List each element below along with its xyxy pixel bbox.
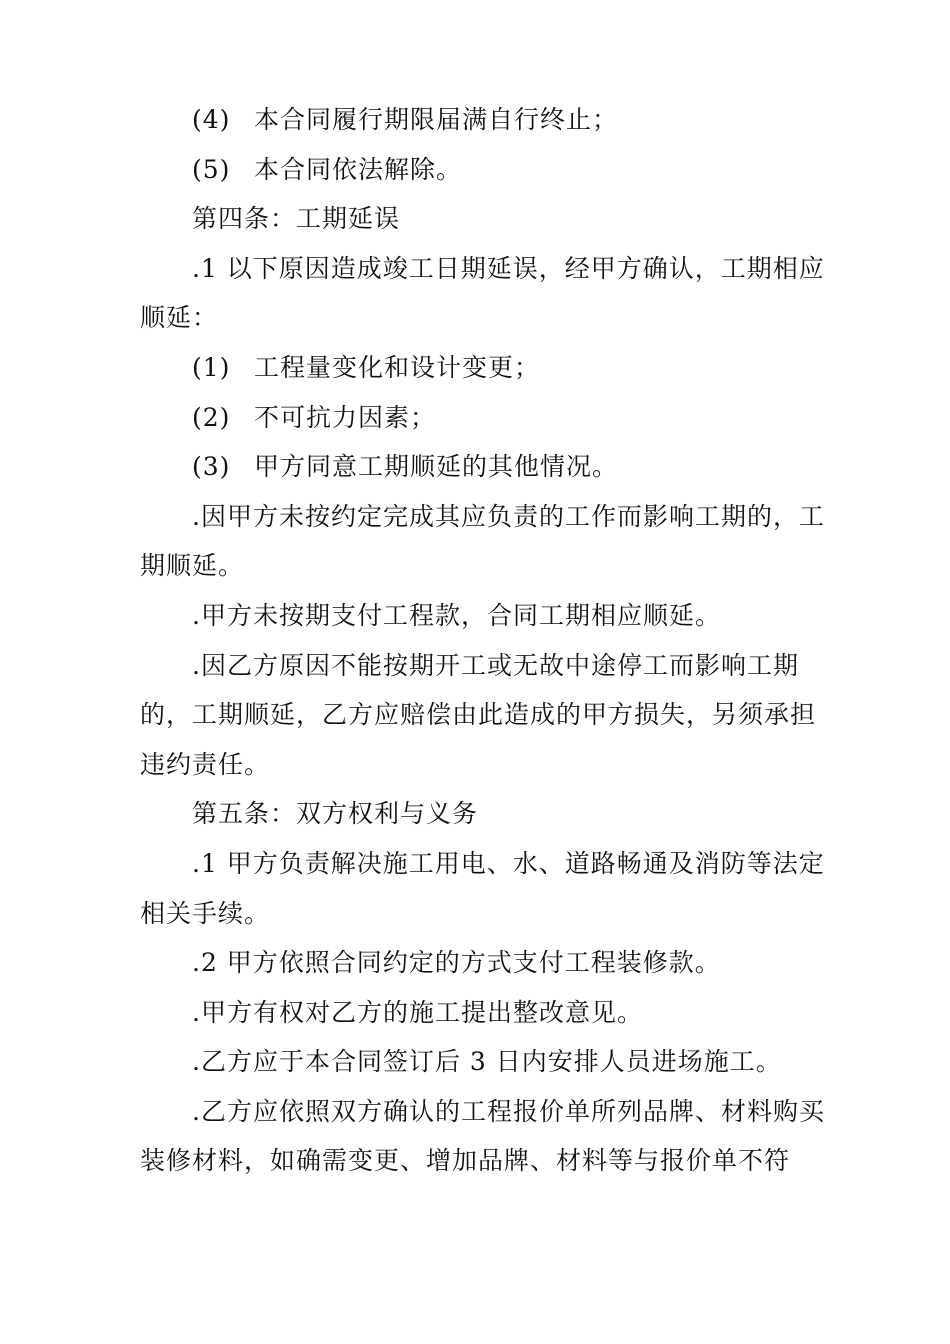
item-number: (1) [192,352,231,382]
document-body [140,95,825,1186]
list-item [140,95,820,145]
list-item [140,145,820,195]
paragraph-line: .1 甲方负责解决施工用电、水、道路畅通及消防等法定 [192,848,825,878]
paragraph-line: 的，工期顺延，乙方应赔偿由此造成的甲方损失，另须承担 [140,700,817,730]
paragraph-line: 顺延： [140,303,219,333]
paragraph-line: .甲方有权对乙方的施工提出整改意见。 [192,997,643,1027]
item-text: 甲方同意工期顺延的其他情况。 [254,452,619,482]
article-5-title: 第五条：双方权利与义务 [192,799,479,829]
paragraph-line: .1 以下原因造成竣工日期延误，经甲方确认，工期相应 [192,253,825,283]
item-text: 工程量变化和设计变更； [254,352,541,382]
paragraph-line: 装修材料，如确需变更、增加品牌、材料等与报价单不符 [140,1146,791,1176]
list-item [140,393,820,443]
item-number: (4) [192,105,231,134]
item-number: (2) [192,402,231,432]
article-4-title: 第四条：工期延误 [192,204,401,234]
paragraph-line: .乙方应依照双方确认的工程报价单所列品牌、材料购买 [192,1096,825,1126]
paragraph-line: .甲方未按期支付工程款，合同工期相应顺延。 [192,600,721,630]
paragraph-line: 相关手续。 [140,898,271,928]
item-number: (5) [192,154,231,184]
paragraph-line: 期顺延。 [140,551,245,581]
list-item [140,343,820,393]
item-number: (3) [192,452,231,482]
list-item [140,442,820,492]
paragraph-line: .因甲方未按约定完成其应负责的工作而影响工期的，工 [192,501,825,531]
paragraph-line: 违约责任。 [140,749,271,779]
paragraph-line: .因乙方原因不能按期开工或无故中途停工而影响工期 [192,650,799,680]
paragraph-line: .乙方应于本合同签订后 3 日内安排人员进场施工。 [192,1047,782,1077]
item-text: 本合同依法解除。 [254,154,463,184]
paragraph-line: .2 甲方依照合同约定的方式支付工程装修款。 [192,948,721,978]
item-text: 本合同履行期限届满自行终止； [254,105,619,134]
item-text: 不可抗力因素； [254,402,437,432]
